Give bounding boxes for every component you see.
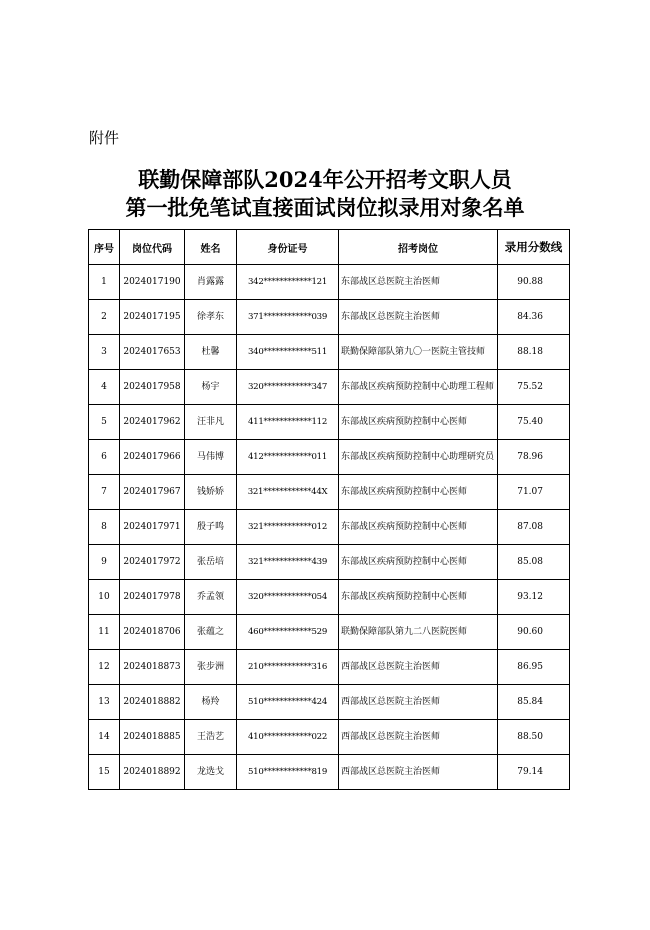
cell-seq: 14	[89, 720, 120, 755]
cell-post-code: 2024018892	[120, 755, 185, 790]
cell-score: 85.08	[498, 545, 570, 580]
cell-score: 71.07	[498, 475, 570, 510]
cell-name: 肖露露	[185, 265, 237, 300]
cell-post-code: 2024017962	[120, 405, 185, 440]
cell-seq: 10	[89, 580, 120, 615]
cell-seq: 12	[89, 650, 120, 685]
cell-score: 75.52	[498, 370, 570, 405]
header-post-code: 岗位代码	[120, 230, 185, 265]
header-post: 招考岗位	[339, 230, 498, 265]
cell-seq: 13	[89, 685, 120, 720]
cell-id-number: 210************316	[237, 650, 339, 685]
cell-id-number: 321************439	[237, 545, 339, 580]
table-row	[89, 615, 570, 650]
header-score: 录用分数线	[498, 230, 570, 265]
cell-post-code: 2024017978	[120, 580, 185, 615]
cell-id-number: 321************012	[237, 510, 339, 545]
table-header-row	[89, 230, 570, 265]
cell-seq: 7	[89, 475, 120, 510]
cell-score: 75.40	[498, 405, 570, 440]
cell-score: 84.36	[498, 300, 570, 335]
cell-id-number: 460************529	[237, 615, 339, 650]
cell-score: 88.18	[498, 335, 570, 370]
cell-post: 东部战区疾病预防控制中心医师	[339, 510, 498, 545]
cell-seq: 8	[89, 510, 120, 545]
cell-name: 乔孟领	[185, 580, 237, 615]
cell-name: 徐孝东	[185, 300, 237, 335]
cell-post: 西部战区总医院主治医师	[339, 720, 498, 755]
cell-score: 87.08	[498, 510, 570, 545]
table-row	[89, 405, 570, 440]
cell-name: 龙选戈	[185, 755, 237, 790]
cell-id-number: 412************011	[237, 440, 339, 475]
table-row	[89, 580, 570, 615]
cell-name: 殷子鸣	[185, 510, 237, 545]
cell-score: 85.84	[498, 685, 570, 720]
cell-post: 东部战区疾病预防控制中心医师	[339, 405, 498, 440]
cell-id-number: 320************347	[237, 370, 339, 405]
cell-post-code: 2024018706	[120, 615, 185, 650]
cell-name: 张蕴之	[185, 615, 237, 650]
cell-name: 张岳培	[185, 545, 237, 580]
document-title-line2: 第一批免笔试直接面试岗位拟录用对象名单	[125, 195, 525, 220]
roster-table	[88, 229, 570, 790]
cell-name: 杨宇	[185, 370, 237, 405]
cell-id-number: 321************44X	[237, 475, 339, 510]
cell-post: 东部战区疾病预防控制中心助理工程师	[339, 370, 498, 405]
cell-id-number: 320************054	[237, 580, 339, 615]
table-row	[89, 510, 570, 545]
document-title-line1: 联勤保障部队2024年公开招考文职人员	[138, 167, 512, 192]
cell-post: 联勤保障部队第九二八医院医师	[339, 615, 498, 650]
cell-post-code: 2024017971	[120, 510, 185, 545]
cell-id-number: 340************511	[237, 335, 339, 370]
cell-seq: 5	[89, 405, 120, 440]
cell-seq: 4	[89, 370, 120, 405]
cell-id-number: 371************039	[237, 300, 339, 335]
cell-post: 东部战区总医院主治医师	[339, 265, 498, 300]
cell-id-number: 411************112	[237, 405, 339, 440]
cell-seq: 15	[89, 755, 120, 790]
cell-post: 东部战区疾病预防控制中心医师	[339, 580, 498, 615]
cell-post-code: 2024018882	[120, 685, 185, 720]
cell-post-code: 2024017190	[120, 265, 185, 300]
table-row	[89, 440, 570, 475]
cell-seq: 3	[89, 335, 120, 370]
cell-id-number: 510************424	[237, 685, 339, 720]
cell-post-code: 2024018885	[120, 720, 185, 755]
table-row	[89, 335, 570, 370]
table-row	[89, 650, 570, 685]
cell-post-code: 2024017195	[120, 300, 185, 335]
table-row	[89, 755, 570, 790]
table-row	[89, 685, 570, 720]
table-row	[89, 370, 570, 405]
cell-score: 86.95	[498, 650, 570, 685]
cell-score: 79.14	[498, 755, 570, 790]
cell-name: 王浩艺	[185, 720, 237, 755]
cell-name: 杨羚	[185, 685, 237, 720]
cell-post: 东部战区疾病预防控制中心医师	[339, 475, 498, 510]
cell-name: 马伟博	[185, 440, 237, 475]
cell-seq: 11	[89, 615, 120, 650]
cell-id-number: 410************022	[237, 720, 339, 755]
cell-score: 88.50	[498, 720, 570, 755]
table-row	[89, 545, 570, 580]
cell-post-code: 2024017653	[120, 335, 185, 370]
attachment-label: 附件	[89, 129, 120, 147]
cell-score: 90.60	[498, 615, 570, 650]
table-row	[89, 265, 570, 300]
cell-post: 东部战区疾病预防控制中心助理研究员	[339, 440, 498, 475]
cell-score: 90.88	[498, 265, 570, 300]
cell-post: 东部战区疾病预防控制中心医师	[339, 545, 498, 580]
cell-seq: 6	[89, 440, 120, 475]
cell-name: 杜馨	[185, 335, 237, 370]
cell-post: 西部战区总医院主治医师	[339, 685, 498, 720]
cell-post: 西部战区总医院主治医师	[339, 650, 498, 685]
table-body	[89, 265, 570, 790]
table-row	[89, 475, 570, 510]
cell-post-code: 2024017972	[120, 545, 185, 580]
cell-post: 西部战区总医院主治医师	[339, 755, 498, 790]
header-id-number: 身份证号	[237, 230, 339, 265]
cell-name: 张步洲	[185, 650, 237, 685]
cell-post: 东部战区总医院主治医师	[339, 300, 498, 335]
header-seq: 序号	[89, 230, 120, 265]
cell-name: 钱娇娇	[185, 475, 237, 510]
table-row	[89, 300, 570, 335]
cell-post-code: 2024017966	[120, 440, 185, 475]
table-row	[89, 720, 570, 755]
cell-post-code: 2024018873	[120, 650, 185, 685]
cell-seq: 9	[89, 545, 120, 580]
cell-post-code: 2024017967	[120, 475, 185, 510]
cell-seq: 2	[89, 300, 120, 335]
cell-score: 78.96	[498, 440, 570, 475]
cell-id-number: 510************819	[237, 755, 339, 790]
cell-id-number: 342************121	[237, 265, 339, 300]
cell-post: 联勤保障部队第九〇一医院主管技师	[339, 335, 498, 370]
header-name: 姓名	[185, 230, 237, 265]
cell-name: 汪非凡	[185, 405, 237, 440]
cell-seq: 1	[89, 265, 120, 300]
cell-post-code: 2024017958	[120, 370, 185, 405]
cell-score: 93.12	[498, 580, 570, 615]
